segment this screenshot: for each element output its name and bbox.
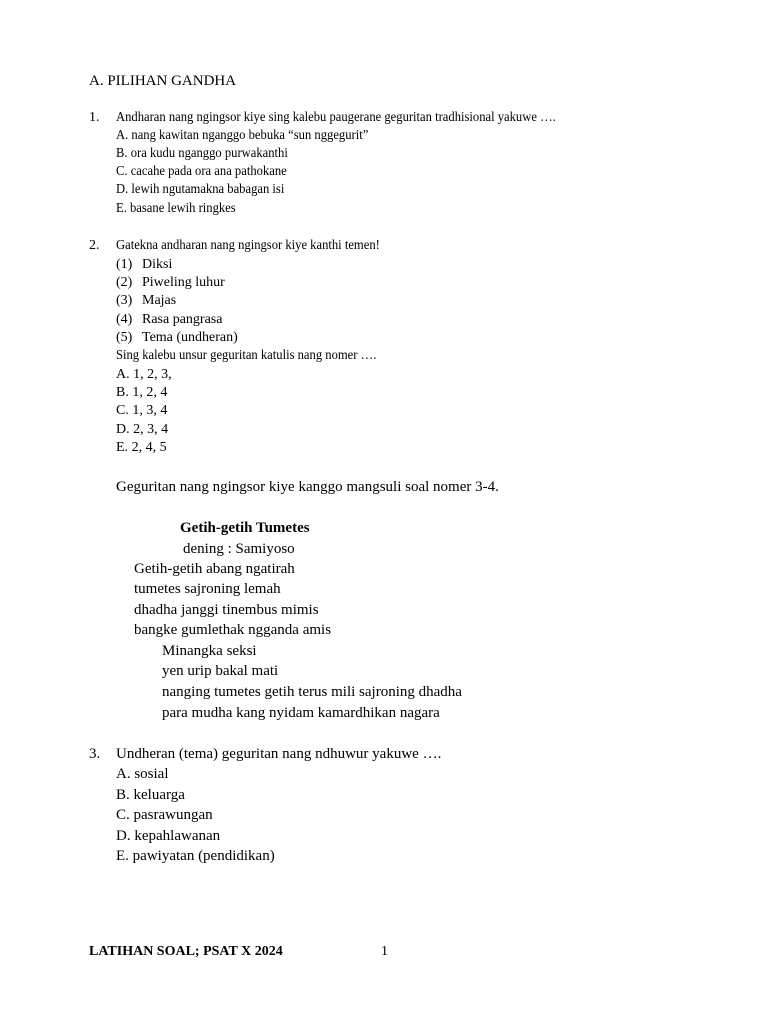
option-a: A. 1, 2, 3, (116, 367, 172, 382)
question-number: 2. (89, 238, 100, 253)
footer-label: LATIHAN SOAL; PSAT X 2024 (89, 944, 283, 959)
question-prompt: Sing kalebu unsur geguritan katulis nang nomer …. (116, 348, 377, 363)
poem-line: Minangka seksi (162, 643, 257, 659)
question-stem: Undheran (tema) geguritan nang ndhuwur yakuwe …. (116, 746, 442, 762)
question-number: 1. (89, 110, 100, 125)
option-b: B. keluarga (116, 787, 185, 803)
poem-line: yen urip bakal mati (162, 663, 279, 679)
list-item-5-text: Tema (undheran) (142, 330, 238, 345)
poem-author: dening : Samiyoso (183, 541, 295, 557)
poem-title: Getih-getih Tumetes (180, 520, 310, 536)
list-item-3-text: Majas (142, 293, 177, 308)
option-b: B. ora kudu nganggo purwakanthi (116, 146, 288, 161)
option-d: D. 2, 3, 4 (116, 422, 169, 437)
question-stem: Andharan nang ngingsor kiye sing kalebu paugerane geguritan tradhisional yakuwe …. (116, 110, 556, 125)
poem-line: Getih-getih abang ngatirah (134, 561, 295, 577)
list-item-4: (4) (116, 312, 133, 327)
list-item-2-text: Piweling luhur (142, 275, 225, 290)
option-a: A. sosial (116, 766, 169, 782)
section-title: A. PILIHAN GANDHA (89, 73, 237, 89)
poem-line: tumetes sajroning lemah (134, 581, 281, 597)
list-item-5: (5) (116, 330, 133, 345)
option-e: E. 2, 4, 5 (116, 440, 167, 455)
list-item-2: (2) (116, 275, 133, 290)
option-d: D. lewih ngutamakna babagan isi (116, 182, 285, 197)
list-item-4-text: Rasa pangrasa (142, 312, 223, 327)
poem-line: dhadha janggi tinembus mimis (134, 602, 319, 618)
option-e: E. pawiyatan (pendidikan) (116, 848, 275, 864)
question-number: 3. (89, 746, 101, 762)
list-item-3: (3) (116, 293, 133, 308)
option-d: D. kepahlawanan (116, 828, 221, 844)
poem-line: para mudha kang nyidam kamardhikan nagara (162, 705, 440, 721)
option-c: C. 1, 3, 4 (116, 403, 168, 418)
option-b: B. 1, 2, 4 (116, 385, 168, 400)
option-e: E. basane lewih ringkes (116, 201, 236, 216)
poem-line: bangke gumlethak ngganda amis (134, 622, 332, 638)
page-number: 1 (381, 944, 388, 959)
poem-line: nanging tumetes getih terus mili sajroning dhadha (162, 684, 462, 700)
list-item-1-text: Diksi (142, 257, 173, 272)
list-item-1: (1) (116, 257, 133, 272)
question-stem: Gatekna andharan nang ngingsor kiye kanthi temen! (116, 238, 380, 253)
option-a: A. nang kawitan nganggo bebuka “sun nggegurit” (116, 128, 369, 143)
poem-intro: Geguritan nang ngingsor kiye kanggo mangsuli soal nomer 3-4. (116, 479, 499, 495)
option-c: C. pasrawungan (116, 807, 213, 823)
option-c: C. cacahe pada ora ana pathokane (116, 164, 287, 179)
